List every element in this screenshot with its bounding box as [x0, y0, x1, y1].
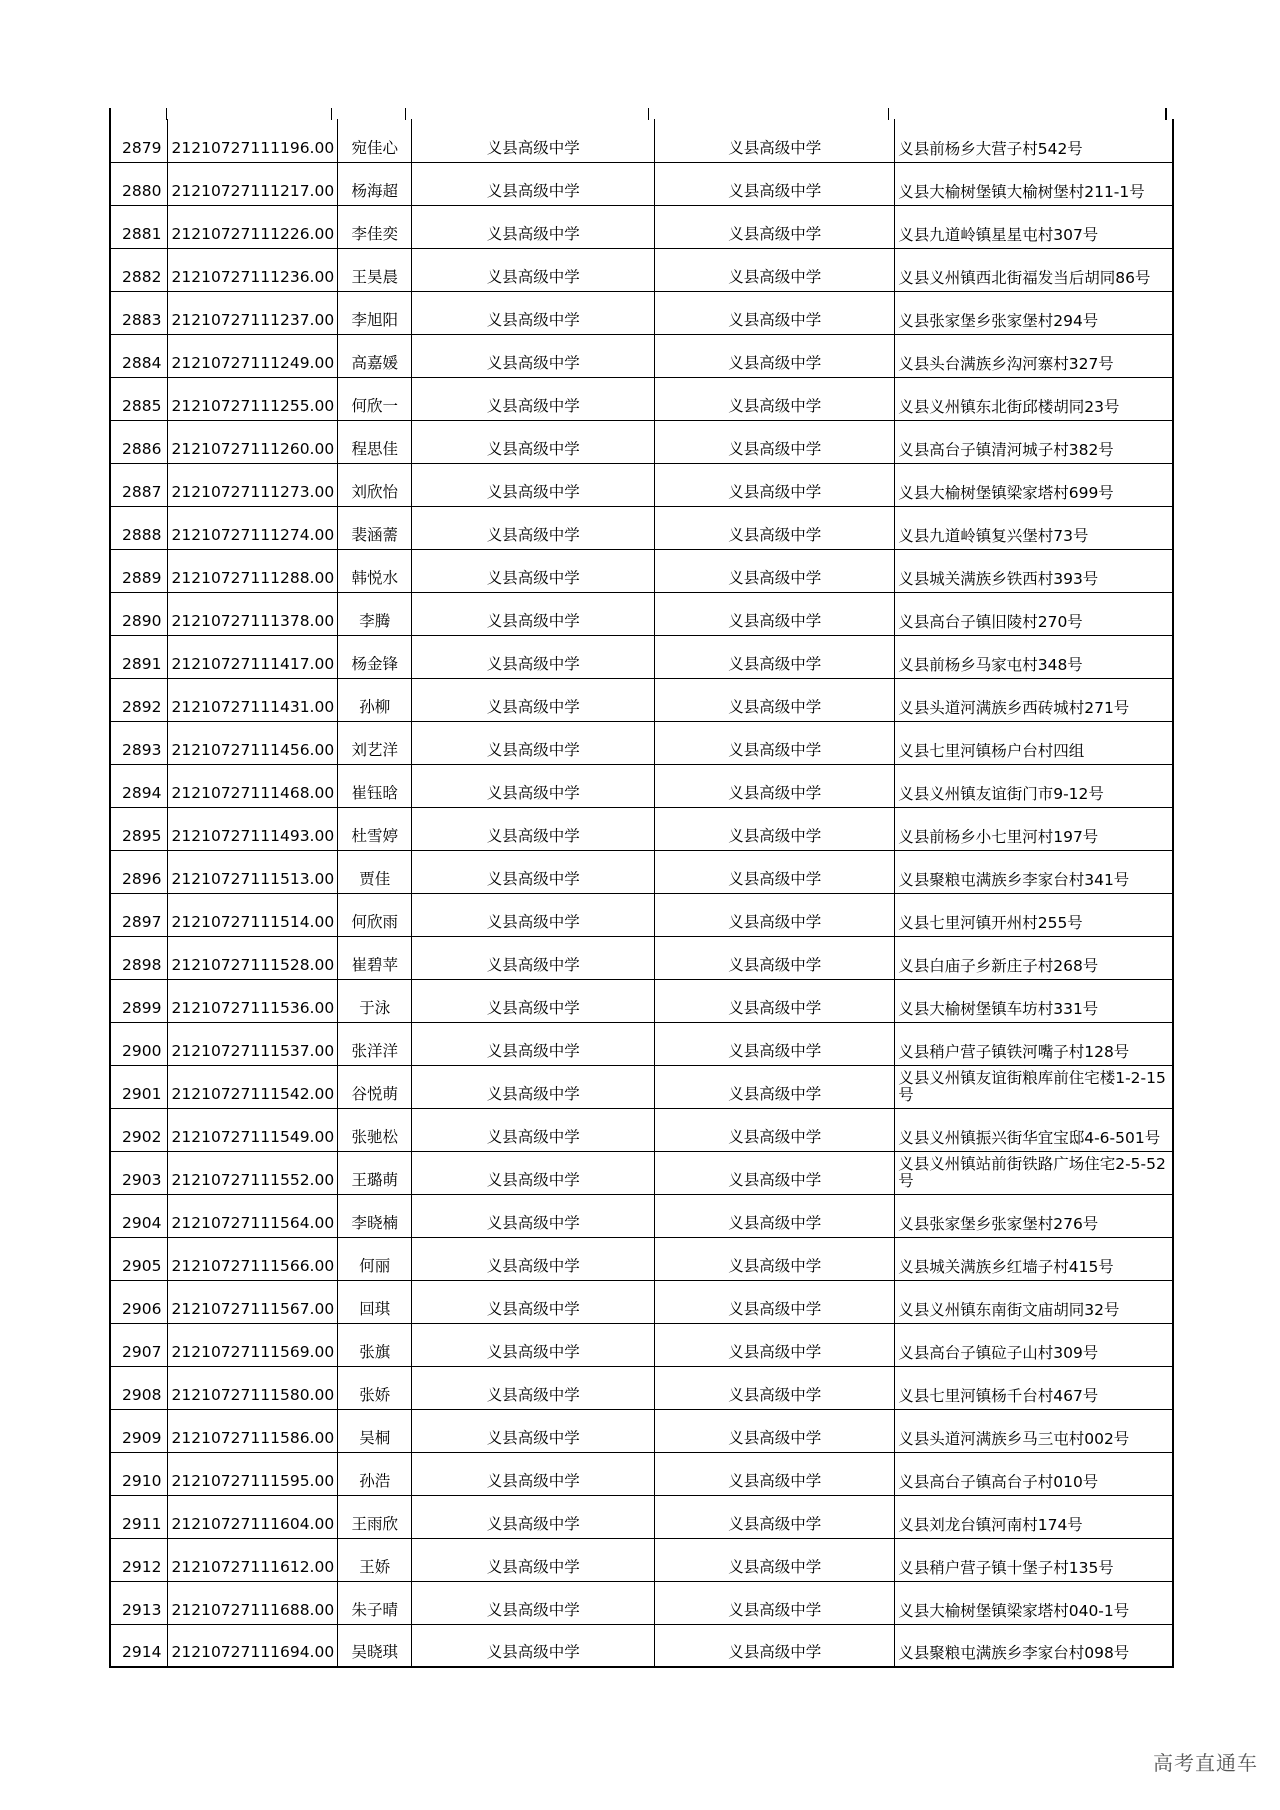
row-number-cell: 2907: [110, 1323, 167, 1366]
graduating-school-cell: 义县高级中学: [412, 1151, 655, 1194]
graduating-school-cell: 义县高级中学: [412, 1624, 655, 1667]
graduating-school-cell: 义县高级中学: [412, 205, 655, 248]
student-name-cell: 王娇: [338, 1538, 412, 1581]
graduating-school-cell: 义县高级中学: [412, 377, 655, 420]
table-row: [110, 119, 1173, 162]
student-name-cell: 李腾: [338, 592, 412, 635]
table-row: [110, 420, 1173, 463]
graduating-school-cell: 义县高级中学: [412, 1409, 655, 1452]
candidate-id-cell: 21210727111552.00: [167, 1151, 338, 1194]
admitted-school-cell: 义县高级中学: [655, 1323, 895, 1366]
table-row: [110, 1280, 1173, 1323]
home-address-cell: 义县高台子镇旧陵村270号: [895, 592, 1173, 635]
graduating-school-cell: 义县高级中学: [412, 807, 655, 850]
table-row: [110, 635, 1173, 678]
admitted-school-cell: 义县高级中学: [655, 119, 895, 162]
table-row: [110, 162, 1173, 205]
home-address-cell: 义县城关满族乡红墙子村415号: [895, 1237, 1173, 1280]
admitted-school-cell: 义县高级中学: [655, 1022, 895, 1065]
row-number-cell: 2879: [110, 119, 167, 162]
home-address-cell: 义县头道河满族乡马三屯村002号: [895, 1409, 1173, 1452]
home-address-cell: 义县前杨乡小七里河村197号: [895, 807, 1173, 850]
graduating-school-cell: 义县高级中学: [412, 850, 655, 893]
student-name-cell: 韩悦水: [338, 549, 412, 592]
student-name-cell: 吴晓琪: [338, 1624, 412, 1667]
row-number-cell: 2881: [110, 205, 167, 248]
student-name-cell: 何欣一: [338, 377, 412, 420]
candidate-id-cell: 21210727111493.00: [167, 807, 338, 850]
admitted-school-cell: 义县高级中学: [655, 893, 895, 936]
graduating-school-cell: 义县高级中学: [412, 592, 655, 635]
home-address-cell: 义县七里河镇杨千台村467号: [895, 1366, 1173, 1409]
home-address-cell: 义县九道岭镇复兴堡村73号: [895, 506, 1173, 549]
candidate-id-cell: 21210727111417.00: [167, 635, 338, 678]
student-name-cell: 谷悦萌: [338, 1065, 412, 1108]
candidate-id-cell: 21210727111217.00: [167, 162, 338, 205]
admitted-school-cell: 义县高级中学: [655, 1538, 895, 1581]
home-address-cell: 义县七里河镇杨户台村四组: [895, 721, 1173, 764]
candidate-id-cell: 21210727111514.00: [167, 893, 338, 936]
graduating-school-cell: 义县高级中学: [412, 162, 655, 205]
admitted-school-cell: 义县高级中学: [655, 764, 895, 807]
candidate-id-cell: 21210727111237.00: [167, 291, 338, 334]
table-row: [110, 764, 1173, 807]
graduating-school-cell: 义县高级中学: [412, 1581, 655, 1624]
table-row: [110, 506, 1173, 549]
candidate-id-cell: 21210727111255.00: [167, 377, 338, 420]
table-row: [110, 1022, 1173, 1065]
table-row: [110, 377, 1173, 420]
admitted-school-cell: 义县高级中学: [655, 850, 895, 893]
graduating-school-cell: 义县高级中学: [412, 979, 655, 1022]
row-number-cell: 2908: [110, 1366, 167, 1409]
candidate-id-cell: 21210727111274.00: [167, 506, 338, 549]
home-address-cell: 义县九道岭镇星星屯村307号: [895, 205, 1173, 248]
admitted-school-cell: 义县高级中学: [655, 1452, 895, 1495]
row-number-cell: 2887: [110, 463, 167, 506]
row-number-cell: 2884: [110, 334, 167, 377]
row-number-cell: 2892: [110, 678, 167, 721]
admitted-school-cell: 义县高级中学: [655, 1495, 895, 1538]
graduating-school-cell: 义县高级中学: [412, 420, 655, 463]
home-address-cell: 义县张家堡乡张家堡村294号: [895, 291, 1173, 334]
row-number-cell: 2883: [110, 291, 167, 334]
table-row: [110, 1108, 1173, 1151]
table-row: [110, 205, 1173, 248]
admitted-school-cell: 义县高级中学: [655, 979, 895, 1022]
home-address-cell: 义县张家堡乡张家堡村276号: [895, 1194, 1173, 1237]
row-number-cell: 2904: [110, 1194, 167, 1237]
admitted-school-cell: 义县高级中学: [655, 807, 895, 850]
row-number-cell: 2900: [110, 1022, 167, 1065]
student-name-cell: 朱子晴: [338, 1581, 412, 1624]
student-name-cell: 何欣雨: [338, 893, 412, 936]
graduating-school-cell: 义县高级中学: [412, 1237, 655, 1280]
candidate-id-cell: 21210727111196.00: [167, 119, 338, 162]
row-number-cell: 2911: [110, 1495, 167, 1538]
admitted-school-cell: 义县高级中学: [655, 248, 895, 291]
table-row: [110, 1194, 1173, 1237]
candidate-id-cell: 21210727111456.00: [167, 721, 338, 764]
row-number-cell: 2880: [110, 162, 167, 205]
table-row: [110, 1452, 1173, 1495]
graduating-school-cell: 义县高级中学: [412, 1194, 655, 1237]
roster-table: [109, 119, 1174, 1668]
row-number-cell: 2914: [110, 1624, 167, 1667]
candidate-id-cell: 21210727111468.00: [167, 764, 338, 807]
row-number-cell: 2894: [110, 764, 167, 807]
row-number-cell: 2896: [110, 850, 167, 893]
table-row: [110, 1495, 1173, 1538]
table-row: [110, 979, 1173, 1022]
row-number-cell: 2891: [110, 635, 167, 678]
student-name-cell: 贾佳: [338, 850, 412, 893]
table-row: [110, 1581, 1173, 1624]
graduating-school-cell: 义县高级中学: [412, 893, 655, 936]
row-number-cell: 2905: [110, 1237, 167, 1280]
admitted-school-cell: 义县高级中学: [655, 205, 895, 248]
row-number-cell: 2912: [110, 1538, 167, 1581]
home-address-cell: 义县大榆树堡镇梁家塔村699号: [895, 463, 1173, 506]
home-address-cell: 义县城关满族乡铁西村393号: [895, 549, 1173, 592]
table-row: [110, 893, 1173, 936]
candidate-id-cell: 21210727111236.00: [167, 248, 338, 291]
graduating-school-cell: 义县高级中学: [412, 334, 655, 377]
candidate-id-cell: 21210727111288.00: [167, 549, 338, 592]
graduating-school-cell: 义县高级中学: [412, 678, 655, 721]
table-row: [110, 1538, 1173, 1581]
watermark: 高考直通车: [1153, 1751, 1258, 1775]
home-address-cell: 义县大榆树堡镇车坊村331号: [895, 979, 1173, 1022]
table-row: [110, 592, 1173, 635]
table-row: [110, 549, 1173, 592]
table-row: [110, 291, 1173, 334]
admitted-school-cell: 义县高级中学: [655, 1065, 895, 1108]
candidate-id-cell: 21210727111537.00: [167, 1022, 338, 1065]
student-name-cell: 杨海超: [338, 162, 412, 205]
graduating-school-cell: 义县高级中学: [412, 549, 655, 592]
graduating-school-cell: 义县高级中学: [412, 1452, 655, 1495]
student-name-cell: 吴桐: [338, 1409, 412, 1452]
graduating-school-cell: 义县高级中学: [412, 936, 655, 979]
student-name-cell: 于泳: [338, 979, 412, 1022]
graduating-school-cell: 义县高级中学: [412, 291, 655, 334]
student-name-cell: 张洋洋: [338, 1022, 412, 1065]
student-name-cell: 张驰松: [338, 1108, 412, 1151]
table-row: [110, 678, 1173, 721]
row-number-cell: 2897: [110, 893, 167, 936]
home-address-cell: 义县聚粮屯满族乡李家台村098号: [895, 1624, 1173, 1667]
home-address-cell: 义县义州镇友谊街门市9-12号: [895, 764, 1173, 807]
home-address-cell: 义县义州镇振兴街华宜宝邸4-6-501号: [895, 1108, 1173, 1151]
row-number-cell: 2901: [110, 1065, 167, 1108]
candidate-id-cell: 21210727111273.00: [167, 463, 338, 506]
graduating-school-cell: 义县高级中学: [412, 635, 655, 678]
graduating-school-cell: 义县高级中学: [412, 1022, 655, 1065]
home-address-cell: 义县大榆树堡镇梁家塔村040-1号: [895, 1581, 1173, 1624]
student-name-cell: 孙浩: [338, 1452, 412, 1495]
table-row: [110, 721, 1173, 764]
home-address-cell: 义县高台子镇砬子山村309号: [895, 1323, 1173, 1366]
home-address-cell: 义县前杨乡马家屯村348号: [895, 635, 1173, 678]
student-name-cell: 李佳奕: [338, 205, 412, 248]
home-address-cell: 义县义州镇站前街铁路广场住宅2-5-52号: [895, 1151, 1173, 1194]
home-address-cell: 义县大榆树堡镇大榆树堡村211-1号: [895, 162, 1173, 205]
student-name-cell: 王昊晨: [338, 248, 412, 291]
row-number-cell: 2895: [110, 807, 167, 850]
admitted-school-cell: 义县高级中学: [655, 463, 895, 506]
table-row: [110, 463, 1173, 506]
candidate-id-cell: 21210727111528.00: [167, 936, 338, 979]
candidate-id-cell: 21210727111260.00: [167, 420, 338, 463]
student-name-cell: 张旗: [338, 1323, 412, 1366]
row-number-cell: 2886: [110, 420, 167, 463]
home-address-cell: 义县义州镇东北街邱楼胡同23号: [895, 377, 1173, 420]
admitted-school-cell: 义县高级中学: [655, 334, 895, 377]
row-number-cell: 2890: [110, 592, 167, 635]
home-address-cell: 义县七里河镇开州村255号: [895, 893, 1173, 936]
candidate-id-cell: 21210727111249.00: [167, 334, 338, 377]
student-name-cell: 崔碧苹: [338, 936, 412, 979]
table-row: [110, 1624, 1173, 1667]
admitted-school-cell: 义县高级中学: [655, 377, 895, 420]
student-name-cell: 张娇: [338, 1366, 412, 1409]
candidate-id-cell: 21210727111542.00: [167, 1065, 338, 1108]
student-name-cell: 孙柳: [338, 678, 412, 721]
graduating-school-cell: 义县高级中学: [412, 463, 655, 506]
table-row: [110, 936, 1173, 979]
table-row: [110, 334, 1173, 377]
row-number-cell: 2913: [110, 1581, 167, 1624]
candidate-id-cell: 21210727111688.00: [167, 1581, 338, 1624]
student-name-cell: 崔钰晗: [338, 764, 412, 807]
admitted-school-cell: 义县高级中学: [655, 1151, 895, 1194]
admitted-school-cell: 义县高级中学: [655, 291, 895, 334]
student-name-cell: 高嘉媛: [338, 334, 412, 377]
graduating-school-cell: 义县高级中学: [412, 1366, 655, 1409]
home-address-cell: 义县头道河满族乡西砖城村271号: [895, 678, 1173, 721]
student-name-cell: 刘欣怡: [338, 463, 412, 506]
table-row: [110, 1065, 1173, 1108]
admitted-school-cell: 义县高级中学: [655, 1194, 895, 1237]
home-address-cell: 义县稍户营子镇十堡子村135号: [895, 1538, 1173, 1581]
graduating-school-cell: 义县高级中学: [412, 1495, 655, 1538]
admitted-school-cell: 义县高级中学: [655, 1581, 895, 1624]
student-name-cell: 裴涵薷: [338, 506, 412, 549]
table-row: [110, 1237, 1173, 1280]
row-number-cell: 2898: [110, 936, 167, 979]
row-number-cell: 2902: [110, 1108, 167, 1151]
student-name-cell: 杜雪婷: [338, 807, 412, 850]
candidate-id-cell: 21210727111580.00: [167, 1366, 338, 1409]
graduating-school-cell: 义县高级中学: [412, 1108, 655, 1151]
admitted-school-cell: 义县高级中学: [655, 1108, 895, 1151]
admitted-school-cell: 义县高级中学: [655, 721, 895, 764]
row-number-cell: 2885: [110, 377, 167, 420]
student-name-cell: 刘艺洋: [338, 721, 412, 764]
candidate-id-cell: 21210727111612.00: [167, 1538, 338, 1581]
candidate-id-cell: 21210727111378.00: [167, 592, 338, 635]
admitted-school-cell: 义县高级中学: [655, 936, 895, 979]
graduating-school-cell: 义县高级中学: [412, 248, 655, 291]
roster-table-body: [110, 119, 1173, 1667]
student-name-cell: 王雨欣: [338, 1495, 412, 1538]
table-row: [110, 1409, 1173, 1452]
candidate-id-cell: 21210727111226.00: [167, 205, 338, 248]
candidate-id-cell: 21210727111536.00: [167, 979, 338, 1022]
student-name-cell: 王璐萌: [338, 1151, 412, 1194]
home-address-cell: 义县义州镇西北街福发当后胡同86号: [895, 248, 1173, 291]
table-row: [110, 248, 1173, 291]
student-name-cell: 何丽: [338, 1237, 412, 1280]
row-number-cell: 2903: [110, 1151, 167, 1194]
row-number-cell: 2899: [110, 979, 167, 1022]
row-number-cell: 2909: [110, 1409, 167, 1452]
graduating-school-cell: 义县高级中学: [412, 1280, 655, 1323]
candidate-id-cell: 21210727111604.00: [167, 1495, 338, 1538]
row-number-cell: 2906: [110, 1280, 167, 1323]
admitted-school-cell: 义县高级中学: [655, 162, 895, 205]
graduating-school-cell: 义县高级中学: [412, 764, 655, 807]
candidate-id-cell: 21210727111694.00: [167, 1624, 338, 1667]
graduating-school-cell: 义县高级中学: [412, 1323, 655, 1366]
candidate-id-cell: 21210727111586.00: [167, 1409, 338, 1452]
admitted-school-cell: 义县高级中学: [655, 635, 895, 678]
admitted-school-cell: 义县高级中学: [655, 678, 895, 721]
table-row: [110, 850, 1173, 893]
home-address-cell: 义县白庙子乡新庄子村268号: [895, 936, 1173, 979]
table-row: [110, 807, 1173, 850]
candidate-id-cell: 21210727111569.00: [167, 1323, 338, 1366]
student-name-cell: 李旭阳: [338, 291, 412, 334]
home-address-cell: 义县稍户营子镇铁河嘴子村128号: [895, 1022, 1173, 1065]
admitted-school-cell: 义县高级中学: [655, 1280, 895, 1323]
admitted-school-cell: 义县高级中学: [655, 420, 895, 463]
table-top-edge: [0, 0, 1280, 120]
admitted-school-cell: 义县高级中学: [655, 1624, 895, 1667]
candidate-id-cell: 21210727111566.00: [167, 1237, 338, 1280]
candidate-id-cell: 21210727111431.00: [167, 678, 338, 721]
student-name-cell: 回琪: [338, 1280, 412, 1323]
admitted-school-cell: 义县高级中学: [655, 592, 895, 635]
home-address-cell: 义县高台子镇清河城子村382号: [895, 420, 1173, 463]
candidate-id-cell: 21210727111513.00: [167, 850, 338, 893]
row-number-cell: 2910: [110, 1452, 167, 1495]
candidate-id-cell: 21210727111549.00: [167, 1108, 338, 1151]
admitted-school-cell: 义县高级中学: [655, 506, 895, 549]
admitted-school-cell: 义县高级中学: [655, 1237, 895, 1280]
home-address-cell: 义县聚粮屯满族乡李家台村341号: [895, 850, 1173, 893]
home-address-cell: 义县刘龙台镇河南村174号: [895, 1495, 1173, 1538]
home-address-cell: 义县义州镇友谊街粮库前住宅楼1-2-15号: [895, 1065, 1173, 1108]
student-name-cell: 李晓楠: [338, 1194, 412, 1237]
admitted-school-cell: 义县高级中学: [655, 1366, 895, 1409]
table-row: [110, 1323, 1173, 1366]
home-address-cell: 义县高台子镇高台子村010号: [895, 1452, 1173, 1495]
row-number-cell: 2889: [110, 549, 167, 592]
graduating-school-cell: 义县高级中学: [412, 721, 655, 764]
home-address-cell: 义县义州镇东南街文庙胡同32号: [895, 1280, 1173, 1323]
graduating-school-cell: 义县高级中学: [412, 1538, 655, 1581]
graduating-school-cell: 义县高级中学: [412, 506, 655, 549]
row-number-cell: 2882: [110, 248, 167, 291]
graduating-school-cell: 义县高级中学: [412, 1065, 655, 1108]
candidate-id-cell: 21210727111595.00: [167, 1452, 338, 1495]
table-row: [110, 1366, 1173, 1409]
home-address-cell: 义县头台满族乡沟河寨村327号: [895, 334, 1173, 377]
candidate-id-cell: 21210727111564.00: [167, 1194, 338, 1237]
graduating-school-cell: 义县高级中学: [412, 119, 655, 162]
admitted-school-cell: 义县高级中学: [655, 1409, 895, 1452]
student-name-cell: 杨金锋: [338, 635, 412, 678]
table-row: [110, 1151, 1173, 1194]
student-name-cell: 宛佳心: [338, 119, 412, 162]
candidate-id-cell: 21210727111567.00: [167, 1280, 338, 1323]
home-address-cell: 义县前杨乡大营子村542号: [895, 119, 1173, 162]
admitted-school-cell: 义县高级中学: [655, 549, 895, 592]
row-number-cell: 2893: [110, 721, 167, 764]
row-number-cell: 2888: [110, 506, 167, 549]
student-name-cell: 程思佳: [338, 420, 412, 463]
